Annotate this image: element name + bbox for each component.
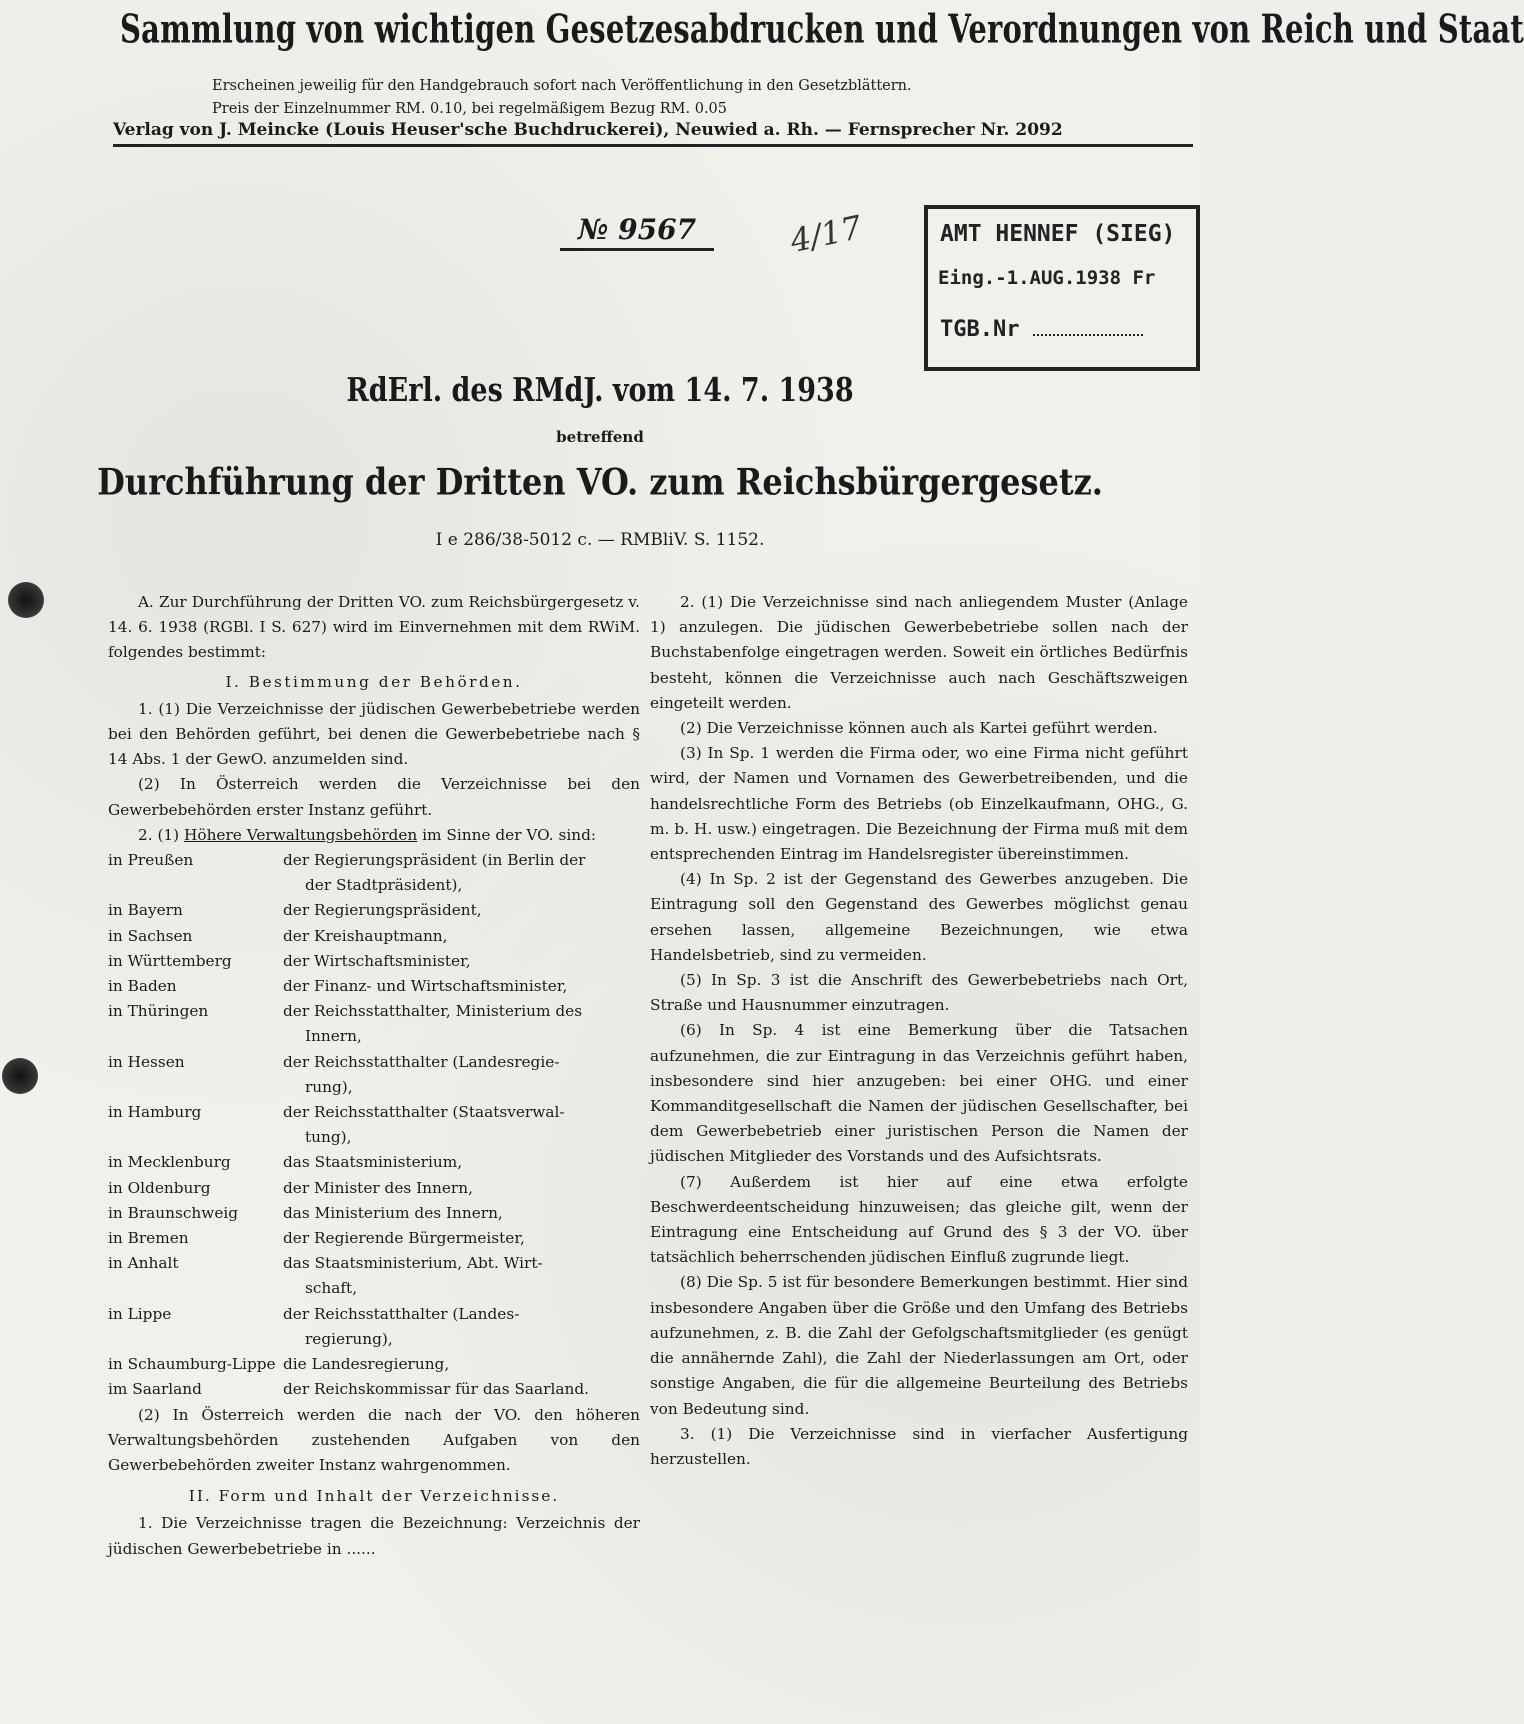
paragraph-1-1: 1. (1) Die Verzeichnisse der jüdischen Gewerbebetriebe werden bei den Behörden geführt, bei denen die Gewerbebetriebe nach § 14 Abs. 1 der GewO. anzumelden sind. [108, 699, 640, 769]
authority-state: in Preußen [108, 851, 194, 870]
authority-row [108, 1251, 640, 1301]
authority-name-continuation: rung), [305, 1077, 353, 1096]
authority-state: in Sachsen [108, 926, 193, 945]
authority-name [283, 1377, 640, 1402]
paragraph-2-1-suffix: im Sinne der VO. sind: [422, 825, 597, 844]
paragraph-2-2: (2) In Österreich werden die nach der VO. den höheren Verwaltungsbehörden zustehenden Aufgaben von den Gewerbebehörden zweiter Instanz wahrgenommen. [108, 1405, 640, 1474]
authority-state: in Braunschweig [108, 1203, 239, 1222]
authority-name [283, 949, 640, 974]
authority-name-text: der Reichsstatthalter, Ministerium des [283, 1002, 583, 1021]
stamp-register [940, 317, 1143, 342]
authority-state: in Lippe [108, 1304, 172, 1323]
authority-row [108, 1176, 640, 1201]
authority-name [283, 999, 640, 1049]
authority-name [283, 1352, 640, 1377]
paragraph-1-2: (2) In Österreich werden die Verzeichnisse bei den Gewerbebehörden erster Instanz geführt. [108, 775, 640, 819]
stamp-register-label: TGB.Nr [940, 317, 1020, 342]
authority-name-text: der Regierende Bürgermeister, [283, 1229, 525, 1248]
authority-row [108, 1302, 640, 1352]
paragraph-r1: 2. (1) Die Verzeichnisse sind nach anliegendem Muster (Anlage 1) anzulegen. Die jüdischen Gewerbebetriebe sollen nach der Buchstabenfolge eingetragen werden. Soweit ein örtliches Bedürfnis besteht, können die Verzeichnisse auch nach Geschäftszweigen eingeteilt werden. [650, 593, 1188, 712]
stamp-date: Eing.-1.AUG.1938 Fr [938, 267, 1156, 289]
paragraph-r9: 3. (1) Die Verzeichnisse sind in vierfacher Ausfertigung herzustellen. [650, 1424, 1188, 1468]
authority-state: in Schaumburg-Lippe [108, 1355, 276, 1374]
left-column [108, 590, 640, 1562]
authority-name [283, 848, 640, 898]
authority-row [108, 1150, 640, 1175]
masthead-subline: Erscheinen jeweilig für den Handgebrauch sofort nach Veröffentlichung in den Gesetzblättern. [212, 78, 912, 94]
authority-state: in Bremen [108, 1229, 189, 1248]
decree-reference: I e 286/38-5012 c. — RMBliV. S. 1152. [435, 530, 765, 550]
decree-betreffend: betreffend [556, 428, 644, 446]
publisher-line: Verlag von J. Meincke (Louis Heuser'sche Buchdruckerei), Neuwied a. Rh. — Fernsprecher Nr. 2092 [113, 120, 1193, 147]
paragraph-r8: (8) Die Sp. 5 ist für besondere Bemerkungen bestimmt. Hier sind insbesondere Angaben über die Größe und den Umfang des Betriebs aufzunehmen, z. B. die Zahl der Gefolgschaftsmitglieder (es genügt die annähernde Zahl), die Zahl der Niederlassungen am Ort, oder sonstige Angaben, die für die allgemeine Beurteilung des Betriebs von Bedeutung sind. [650, 1273, 1188, 1418]
authority-state: in Thüringen [108, 1002, 209, 1021]
authority-name-text: der Reichskommissar für das Saarland. [283, 1380, 589, 1399]
authority-state: in Oldenburg [108, 1178, 211, 1197]
authority-name-continuation: der Stadtpräsident), [305, 876, 463, 895]
paragraph-2-1 [108, 823, 640, 848]
authority-name-text: der Regierungspräsident (in Berlin der [283, 851, 586, 870]
authority-name [283, 1050, 640, 1100]
authority-name-text: der Reichsstatthalter (Staatsverwal- [283, 1103, 565, 1122]
authority-name-continuation: Innern, [305, 1027, 362, 1046]
authority-row [108, 1352, 640, 1377]
authority-row [108, 974, 640, 999]
authority-row [108, 1050, 640, 1100]
authority-row [108, 949, 640, 974]
authority-name [283, 1251, 640, 1301]
paragraph-r4: (4) In Sp. 2 ist der Gegenstand des Gewerbes anzugeben. Die Eintragung soll den Gegenstand des Gewerbes möglichst genau ersehen lassen, allgemeine Bezeichnungen, wie etwa Handelsbetrieb, sind zu vermeiden. [650, 870, 1188, 964]
stamp-office: AMT HENNEF (SIEG) [940, 221, 1176, 247]
authority-name [283, 1226, 640, 1251]
authority-name [283, 1201, 640, 1226]
authority-name [283, 1100, 640, 1150]
intro-paragraph: A. Zur Durchführung der Dritten VO. zum Reichsbürgergesetz v. 14. 6. 1938 (RGBl. I S. 627) wird im Einvernehmen mit dem RWiM. folgendes bestimmt: [108, 593, 640, 662]
paragraph-r6: (6) In Sp. 4 ist eine Bemerkung über die Tatsachen aufzunehmen, die zur Eintragung in das Verzeichnis geführt haben, insbesondere sind hier anzugeben: bei einer OHG. und einer Kommanditgesellschaft die Namen der jüdischen Gesellschafter, bei dem Gewerbebetrieb einer juristischen Person die Namen der jüdischen Mitglieder des Vorstands und des Aufsichtsrats. [650, 1021, 1188, 1166]
paragraph-r2: (2) Die Verzeichnisse können auch als Kartei geführt werden. [680, 719, 1158, 738]
paragraph-r5: (5) In Sp. 3 ist die Anschrift des Gewerbebetriebs nach Ort, Straße und Hausnummer einzutragen. [650, 971, 1188, 1015]
authority-row [108, 924, 640, 949]
authority-name-text: das Ministerium des Innern, [283, 1203, 503, 1222]
authority-row [108, 848, 640, 898]
authority-state: im Saarland [108, 1380, 202, 1399]
authority-state: in Hamburg [108, 1103, 202, 1122]
authority-row [108, 1100, 640, 1150]
receipt-stamp [924, 205, 1200, 371]
authority-state: in Anhalt [108, 1254, 179, 1273]
authority-name-text: der Minister des Innern, [283, 1178, 473, 1197]
paragraph-r7: (7) Außerdem ist hier auf eine etwa erfolgte Beschwerdeentscheidung hinzuweisen; das gleiche gilt, wenn der Eintragung eine Entscheidung auf Grund des § 3 der VO. über tatsächlich beherrschenden jüdischen Einfluß zugrunde liegt. [650, 1172, 1188, 1267]
authority-row [108, 1201, 640, 1226]
decree-title: RdErl. des RMdJ. vom 14. 7. 1938 [346, 372, 854, 410]
paragraph-3: 1. Die Verzeichnisse tragen die Bezeichnung: Verzeichnis der jüdischen Gewerbebetriebe in ...... [108, 1514, 640, 1558]
authority-name-text: das Staatsministerium, [283, 1153, 463, 1172]
authority-row [108, 1377, 640, 1402]
authority-name-continuation: tung), [305, 1128, 352, 1147]
authority-state: in Bayern [108, 901, 183, 920]
authority-name-text: der Kreishauptmann, [283, 926, 448, 945]
punch-hole-icon [2, 1058, 38, 1094]
authority-row [108, 999, 640, 1049]
authority-row [108, 898, 640, 923]
price-line: Preis der Einzelnummer RM. 0.10, bei regelmäßigem Bezug RM. 0.05 [212, 101, 727, 117]
authority-name [283, 924, 640, 949]
issue-number: № 9567 [560, 213, 714, 251]
paragraph-r3: (3) In Sp. 1 werden die Firma oder, wo eine Firma nicht geführt wird, der Namen und Vornamen des Gewerbetreibenden, und die handelsrechtliche Form des Betriebs (ob Einzelkaufmann, OHG., G. m. b. H. usw.) eingetragen. Die Bezeichnung der Firma muß mit dem entsprechenden Eintrag im Handelsregister übereinstimmen. [650, 744, 1188, 864]
authority-name-text: der Reichsstatthalter (Landesregie- [283, 1052, 560, 1071]
authority-name-continuation: regierung), [305, 1329, 393, 1348]
authority-list [108, 848, 640, 1402]
paragraph-2-1-prefix: 2. (1) [138, 825, 180, 844]
authority-name [283, 974, 640, 999]
authority-name-text: der Finanz- und Wirtschaftsminister, [283, 977, 568, 996]
authority-name-text: die Landesregierung, [283, 1355, 450, 1374]
authority-name [283, 898, 640, 923]
authority-state: in Hessen [108, 1052, 185, 1071]
decree-subject: Durchführung der Dritten VO. zum Reichsbürgergesetz. [97, 460, 1103, 504]
authority-name [283, 1176, 640, 1201]
masthead-title: Sammlung von wichtigen Gesetzesabdrucken und Verordnungen von Reich und Staat [120, 6, 1524, 52]
authority-row [108, 1226, 640, 1251]
handwritten-margin-mark: 4/17 [786, 207, 866, 261]
authority-state: in Mecklenburg [108, 1153, 231, 1172]
section-heading-2: II. Form und Inhalt der Verzeichnisse. [188, 1487, 560, 1506]
authority-name-text: der Reichsstatthalter (Landes- [283, 1304, 520, 1323]
authority-name [283, 1150, 640, 1175]
authority-name-text: der Wirtschaftsminister, [283, 951, 471, 970]
authority-name-text: der Regierungspräsident, [283, 901, 482, 920]
right-column [650, 590, 1188, 1472]
authority-name-continuation: schaft, [305, 1279, 358, 1298]
authority-name [283, 1302, 640, 1352]
authority-name-text: das Staatsministerium, Abt. Wirt- [283, 1254, 543, 1273]
paragraph-2-1-underlined: Höhere Verwaltungsbehörden [184, 825, 418, 844]
section-heading-1: I. Bestimmung der Behörden. [225, 672, 523, 691]
punch-hole-icon [8, 582, 44, 618]
stamp-register-blank [1033, 334, 1143, 336]
authority-state: in Baden [108, 977, 177, 996]
authority-state: in Württemberg [108, 951, 232, 970]
